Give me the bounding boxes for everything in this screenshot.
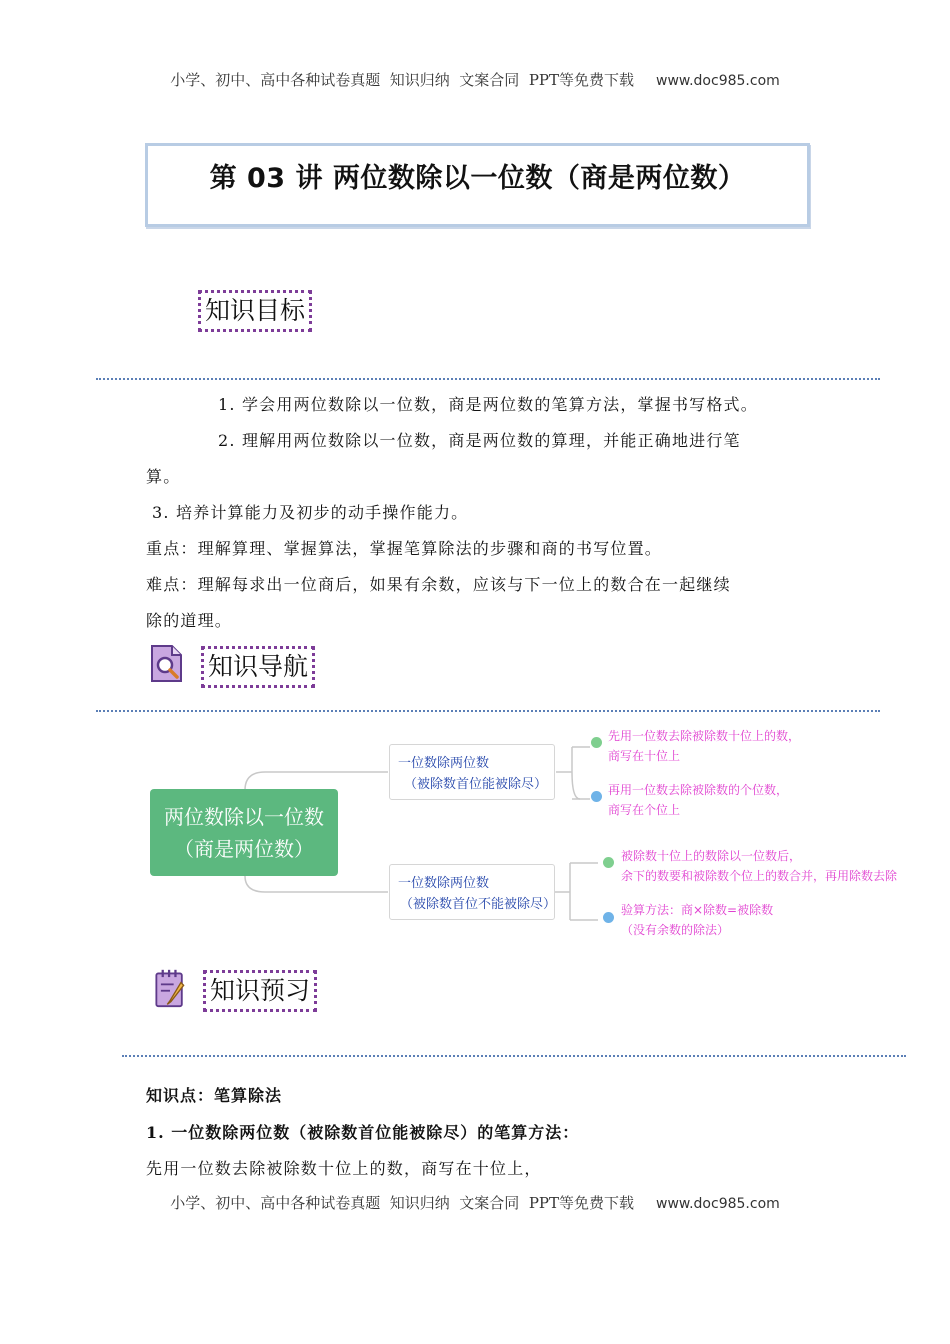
goal-item-2-line1: 2. 理解用两位数除以一位数，商是两位数的算理，并能正确地进行笔 bbox=[218, 431, 741, 450]
mindmap-leaf-1 bbox=[608, 726, 800, 766]
mindmap-leaf-2 bbox=[608, 780, 788, 820]
mindmap-leaf-3 bbox=[621, 846, 897, 886]
header-site-link[interactable]: www.doc985.com bbox=[656, 73, 780, 89]
leaf2-line2: 商写在个位上 bbox=[608, 803, 681, 817]
section-divider bbox=[96, 378, 880, 380]
leaf4-line1: 验算方法：商×除数=被除数 bbox=[621, 903, 774, 917]
section-label-goals: 知识目标 bbox=[198, 290, 312, 332]
pin-green-icon bbox=[591, 737, 602, 748]
knowledge-point-1: 1. 一位数除两位数（被除数首位能被除尽）的笔算方法： bbox=[146, 1123, 580, 1142]
leaf1-line2: 商写在十位上 bbox=[608, 749, 681, 763]
leaf2-line1: 再用一位数去除被除数的个位数， bbox=[608, 783, 789, 797]
mindmap-branch-1 bbox=[389, 744, 555, 800]
section-divider bbox=[96, 710, 880, 712]
key-point: 重点：理解算理、掌握算法，掌握笔算除法的步骤和商的书写位置。 bbox=[146, 539, 663, 558]
branch1-line2: （被除数首位能被除尽） bbox=[404, 777, 548, 792]
notepad-pencil-icon bbox=[152, 968, 188, 1008]
goal-item-3: 3. 培养计算能力及初步的动手操作能力。 bbox=[152, 503, 469, 522]
knowledge-point-heading: 知识点：笔算除法 bbox=[146, 1086, 283, 1105]
section-label-preview: 知识预习 bbox=[203, 970, 317, 1012]
mindmap-root-line1: 两位数除以一位数 bbox=[164, 805, 324, 829]
mindmap-leaf-4 bbox=[621, 900, 773, 940]
leaf3-line2: 余下的数要和被除数个位上的数合并，再用除数去除 bbox=[621, 869, 898, 883]
goal-item-2-line2: 算。 bbox=[146, 467, 181, 486]
title-box bbox=[145, 143, 810, 227]
leaf3-line1: 被除数十位上的数除以一位数后， bbox=[621, 849, 802, 863]
preview-line-1: 先用一位数去除被除数十位上的数，商写在十位上， bbox=[146, 1159, 542, 1178]
pin-blue-icon bbox=[603, 912, 614, 923]
difficulty-line1: 难点：理解每求出一位商后，如果有余数，应该与下一位上的数合在一起继续 bbox=[146, 575, 731, 594]
goal-item-1: 1. 学会用两位数除以一位数，商是两位数的笔算方法，掌握书写格式。 bbox=[218, 395, 758, 414]
branch1-line1: 一位数除两位数 bbox=[398, 756, 490, 771]
mindmap-root-line2: （商是两位数） bbox=[174, 837, 314, 861]
leaf4-line2: （没有余数的除法） bbox=[621, 923, 730, 937]
page-title: 第 03 讲 两位数除以一位数（商是两位数） bbox=[209, 163, 746, 194]
mindmap-root bbox=[150, 789, 338, 876]
branch2-line2: （被除数首位不能被除尽） bbox=[400, 897, 557, 912]
page-footer bbox=[0, 1192, 950, 1213]
difficulty-line2: 除的道理。 bbox=[146, 611, 233, 630]
section-divider bbox=[122, 1055, 906, 1057]
pin-blue-icon bbox=[591, 791, 602, 802]
leaf1-line1: 先用一位数去除被除数十位上的数， bbox=[608, 729, 801, 743]
branch2-line1: 一位数除两位数 bbox=[398, 876, 490, 891]
footer-site-link[interactable]: www.doc985.com bbox=[656, 1196, 780, 1212]
page-header bbox=[0, 69, 950, 90]
header-text: 小学、初中、高中各种试卷真题 知识归纳 文案合同 PPT等免费下载 bbox=[170, 71, 635, 89]
footer-text: 小学、初中、高中各种试卷真题 知识归纳 文案合同 PPT等免费下载 bbox=[170, 1194, 635, 1212]
search-document-icon bbox=[148, 644, 184, 684]
mindmap-branch-2 bbox=[389, 864, 555, 920]
pin-green-icon bbox=[603, 857, 614, 868]
section-label-nav: 知识导航 bbox=[201, 646, 315, 688]
